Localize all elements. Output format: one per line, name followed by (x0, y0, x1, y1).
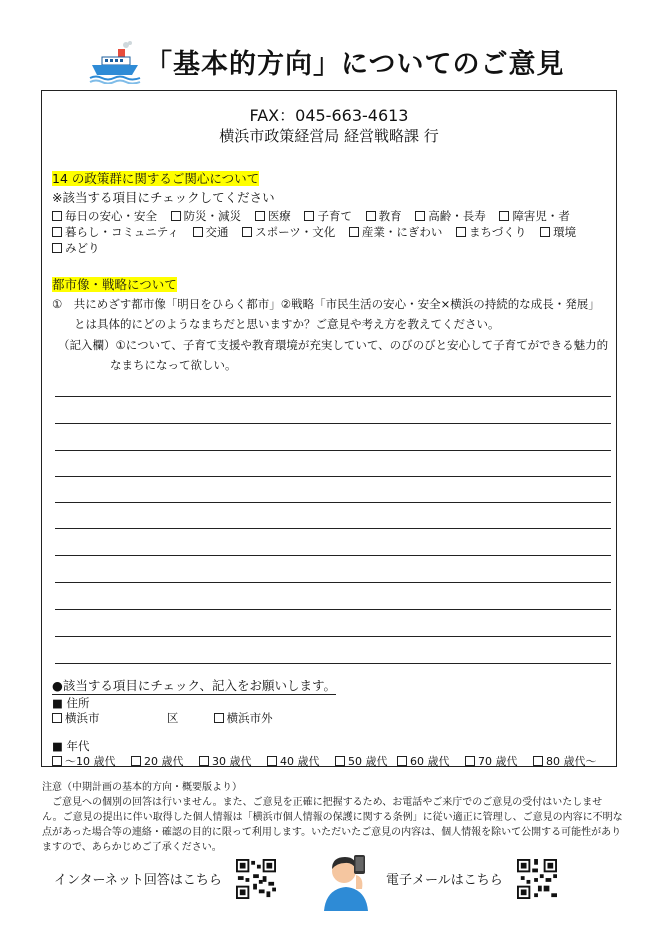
writing-line (55, 396, 611, 397)
checkbox[interactable] (397, 756, 407, 766)
checkbox[interactable] (267, 756, 277, 766)
policy-option[interactable]: スポーツ・文化 (242, 224, 335, 240)
writing-line (55, 663, 611, 664)
policy-checkbox-row-2 (52, 224, 586, 240)
checkbox[interactable] (171, 211, 181, 221)
policy-option[interactable]: 防災・減災 (171, 208, 242, 224)
writing-line (55, 528, 611, 529)
checkbox[interactable] (214, 713, 224, 723)
checkbox[interactable] (415, 211, 425, 221)
policy-checkbox-row-1 (52, 208, 580, 224)
answer-text-line-2: なまちになって欲しい。 (110, 358, 237, 372)
checkbox[interactable] (242, 227, 252, 237)
checkbox[interactable] (52, 713, 62, 723)
age-option[interactable]: 80 歳代～ (533, 753, 597, 769)
writing-line (55, 476, 611, 477)
address-option-outside[interactable]: 横浜市外 (214, 711, 273, 725)
checkbox[interactable] (199, 756, 209, 766)
person-with-smartphone-icon (318, 849, 374, 911)
checkbox[interactable] (349, 227, 359, 237)
age-option[interactable]: 40 歳代 (267, 753, 320, 769)
checkbox[interactable] (540, 227, 550, 237)
policy-option[interactable]: 毎日の安心・安全 (52, 208, 157, 224)
checkbox[interactable] (52, 211, 62, 221)
fax-form (41, 90, 617, 767)
notes-line: 点があった場合等の連絡・確認の目的に限って利用します。いただいたご意見の内容は、個人情報を除いて公開する可能性があり (42, 827, 622, 838)
fax-number: FAX：045-663-4613 (249, 106, 409, 125)
address-row (52, 710, 273, 726)
checkbox[interactable] (533, 756, 543, 766)
email-label: 電子メールはこちら (386, 873, 503, 888)
footer-row (0, 855, 661, 915)
age-option[interactable]: ～10 歳代 (52, 753, 116, 769)
internet-answer-label: インターネット回答はこちら (54, 873, 222, 888)
writing-line (55, 555, 611, 556)
section-profile-heading (52, 676, 336, 694)
writing-line (55, 582, 611, 583)
policy-option[interactable]: まちづくり (456, 224, 526, 240)
vision-question-line-2: とは具体的にどのようなまちだと思いますか？ご意見や考え方を教えてください。 (74, 317, 500, 331)
policy-option[interactable]: みどり (52, 240, 100, 256)
address-option-yokohama[interactable]: 横浜市 (52, 711, 100, 725)
policy-option[interactable]: 子育て (304, 208, 352, 224)
checkbox[interactable] (193, 227, 203, 237)
notes (42, 780, 622, 855)
vision-question-line-1: ① 共にめざす都市像「明日をひらく都市」②戦略「市民生活の安心・安全×横浜の持続的な成長・発展」 (52, 297, 600, 311)
age-option[interactable]: 50 歳代 (335, 753, 388, 769)
answer-field[interactable] (58, 337, 608, 353)
section-vision-heading (52, 275, 177, 293)
policy-option[interactable]: 産業・にぎわい (349, 224, 443, 240)
section-policy-instruction: ※該当する項目にチェックしてください (52, 190, 275, 205)
answer-label: （記入欄） (58, 338, 116, 352)
checkbox[interactable] (499, 211, 509, 221)
checkbox[interactable] (131, 756, 141, 766)
policy-option[interactable]: 交通 (193, 224, 229, 240)
title-row (0, 38, 661, 86)
age-option[interactable]: 70 歳代 (465, 753, 518, 769)
age-label: ■ 年代 (52, 739, 90, 753)
age-option[interactable]: 60 歳代 (397, 753, 450, 769)
policy-checkbox-row-3 (52, 240, 110, 256)
writing-line (55, 609, 611, 610)
checkbox[interactable] (456, 227, 466, 237)
notes-heading: 注意（中期計画の基本的方向・概要版より） (42, 782, 242, 793)
checkbox[interactable] (465, 756, 475, 766)
checkbox[interactable] (335, 756, 345, 766)
notes-line: ご意見への個別の回答は行いません。また、ご意見を正確に把握するため、お電話やご来庁でのご意見の受付はいたしませ (42, 797, 603, 808)
checkbox[interactable] (52, 227, 62, 237)
recipient-department: 横浜市政策経営局 経営戦略課 行 (219, 127, 439, 145)
checkbox[interactable] (366, 211, 376, 221)
policy-option[interactable]: 教育 (366, 208, 402, 224)
policy-option[interactable]: 障害児・者 (499, 208, 570, 224)
policy-option[interactable]: 暮らし・コミュニティ (52, 224, 179, 240)
age-option[interactable]: 20 歳代 (131, 753, 184, 769)
section-policy-heading (52, 169, 259, 187)
policy-option[interactable]: 高齢・長寿 (415, 208, 486, 224)
age-row (52, 753, 597, 769)
ward-label: 区 (166, 711, 179, 725)
writing-line (55, 502, 611, 503)
age-option[interactable]: 30 歳代 (199, 753, 252, 769)
checkbox[interactable] (52, 243, 62, 253)
email-qr-code-icon[interactable] (517, 859, 557, 899)
policy-option[interactable]: 医療 (255, 208, 291, 224)
writing-line (55, 450, 611, 451)
internet-qr-code-icon[interactable] (236, 859, 276, 899)
ship-icon (88, 40, 142, 84)
writing-line (55, 636, 611, 637)
section-policy-heading-text: 14 の政策群に関するご関心について (52, 171, 260, 186)
checkbox[interactable] (255, 211, 265, 221)
notes-line: ん。ご意見の提出に伴い取得した個人情報は「横浜市個人情報の保護に関する条例」に従い適正に管理し、ご意見の内容に不明な (42, 812, 623, 823)
section-vision-heading-text: 都市像・戦略について (52, 277, 177, 292)
section-profile-heading-text: ●該当する項目にチェック、記入をお願いします。 (52, 678, 337, 693)
checkbox[interactable] (304, 211, 314, 221)
notes-line: ますので、あらかじめご了承ください。 (42, 842, 222, 853)
checkbox[interactable] (52, 756, 62, 766)
policy-option[interactable]: 環境 (540, 224, 576, 240)
answer-text-line-1: ①について、子育て支援や教育環境が充実していて、のびのびと安心して子育てができる魅力的 (115, 338, 609, 352)
page-title: 「基本的方向」についてのご意見 (145, 49, 565, 80)
writing-line (55, 423, 611, 424)
address-label: ■ 住所 (52, 696, 90, 710)
